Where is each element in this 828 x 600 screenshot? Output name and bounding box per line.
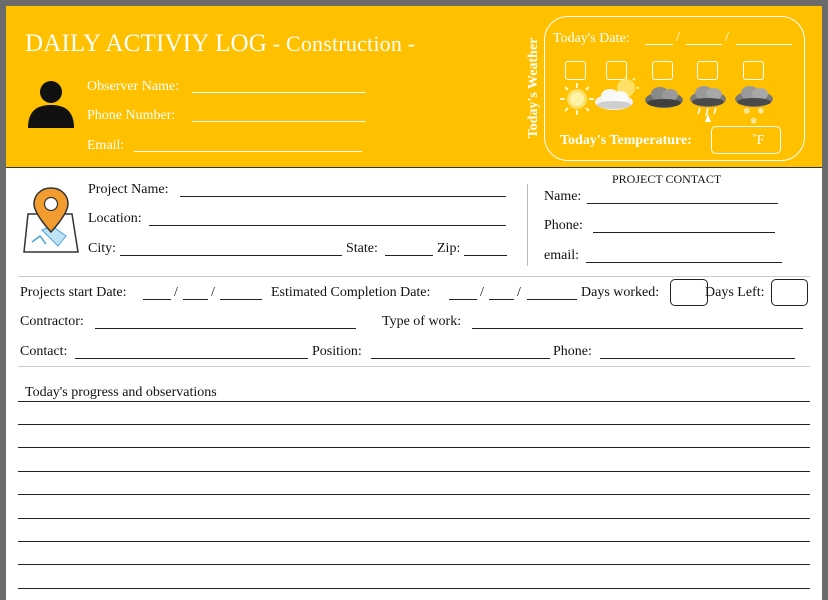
progress-line[interactable] — [18, 471, 810, 472]
weather-checkbox-snow[interactable] — [743, 61, 764, 80]
phone-field[interactable] — [600, 358, 795, 359]
svg-text:❄: ❄ — [743, 107, 751, 117]
phone-number-label: Phone Number: — [87, 108, 176, 123]
observer-name-label: Observer Name: — [87, 79, 180, 94]
date-month-field[interactable] — [645, 44, 673, 45]
phone-label: Phone: — [553, 344, 592, 359]
cloud-icon — [644, 84, 684, 110]
days-left-label: Days Left: — [705, 285, 765, 300]
title-sub: - Construction - — [267, 31, 416, 56]
zip-label: Zip: — [437, 241, 461, 256]
start-slash-1: / — [174, 285, 178, 300]
start-date-label: Projects start Date: — [20, 285, 127, 300]
section-divider-vertical — [527, 184, 528, 266]
date-slash-1: / — [676, 30, 680, 45]
start-day-field[interactable] — [183, 299, 208, 300]
snow-icon — [733, 84, 775, 126]
progress-line[interactable] — [18, 447, 810, 448]
position-label: Position: — [312, 344, 362, 359]
project-contact-heading: PROJECT CONTACT — [612, 172, 722, 186]
person-icon — [26, 80, 76, 128]
progress-line[interactable] — [18, 541, 810, 542]
project-name-label: Project Name: — [88, 182, 169, 197]
todays-date-label: Today's Date: — [553, 31, 630, 46]
contact-name-field[interactable] — [587, 203, 778, 204]
days-worked-field[interactable] — [670, 279, 708, 306]
partly-cloudy-icon — [594, 76, 640, 112]
email-field[interactable] — [134, 151, 362, 152]
project-name-field[interactable] — [180, 196, 506, 197]
temperature-field[interactable] — [711, 126, 781, 154]
type-of-work-field[interactable] — [472, 328, 803, 329]
days-left-field[interactable] — [771, 279, 808, 306]
title-main: DAILY ACTIVIY LOG — [25, 30, 268, 57]
rain-icon — [688, 84, 728, 124]
map-pin-icon — [22, 186, 80, 256]
location-label: Location: — [88, 211, 142, 226]
progress-line[interactable] — [18, 564, 810, 565]
contact-phone-field[interactable] — [593, 232, 775, 233]
observer-name-field[interactable] — [192, 92, 366, 93]
phone-number-field[interactable] — [192, 121, 366, 122]
date-slash-2: / — [725, 30, 729, 45]
start-month-field[interactable] — [143, 299, 171, 300]
svg-text:❄: ❄ — [757, 107, 765, 117]
zip-field[interactable] — [464, 255, 507, 256]
contractor-field[interactable] — [95, 328, 356, 329]
contact-name-label: Name: — [544, 189, 582, 204]
svg-text:❄: ❄ — [750, 117, 758, 126]
header-banner — [6, 6, 822, 168]
completion-month-field[interactable] — [449, 299, 477, 300]
date-day-field[interactable] — [686, 44, 722, 45]
log-page — [6, 6, 822, 600]
progress-line[interactable] — [18, 494, 810, 495]
state-label: State: — [346, 241, 378, 256]
state-field[interactable] — [385, 255, 433, 256]
completion-day-field[interactable] — [489, 299, 514, 300]
progress-line[interactable] — [18, 424, 810, 425]
start-slash-2: / — [211, 285, 215, 300]
completion-date-label: Estimated Completion Date: — [271, 285, 431, 300]
todays-temperature-label: Today's Temperature: — [560, 133, 692, 148]
contact-field[interactable] — [75, 358, 308, 359]
page-title — [25, 30, 415, 58]
city-field[interactable] — [120, 255, 342, 256]
date-year-field[interactable] — [736, 44, 792, 45]
weather-checkbox-sunny[interactable] — [565, 61, 586, 80]
weather-vertical-label: Today's Weather — [526, 37, 541, 139]
completion-year-field[interactable] — [527, 299, 577, 300]
completion-slash-1: / — [480, 285, 484, 300]
start-year-field[interactable] — [220, 299, 262, 300]
contact-phone-label: Phone: — [544, 218, 583, 233]
email-label: Email: — [87, 138, 125, 153]
contractor-label: Contractor: — [20, 314, 84, 329]
city-label: City: — [88, 241, 117, 256]
position-field[interactable] — [371, 358, 550, 359]
section-divider-2 — [18, 366, 810, 367]
progress-line[interactable] — [18, 518, 810, 519]
contact-email-label: email: — [544, 248, 579, 263]
contact-label: Contact: — [20, 344, 68, 359]
weather-checkbox-rain[interactable] — [697, 61, 718, 80]
section-divider-1 — [18, 276, 810, 277]
progress-line[interactable] — [18, 588, 810, 589]
location-field[interactable] — [149, 225, 506, 226]
progress-line[interactable] — [18, 401, 810, 402]
sun-icon — [559, 82, 595, 116]
contact-email-field[interactable] — [586, 262, 782, 263]
temperature-unit: ˚F — [752, 133, 765, 148]
type-of-work-label: Type of work: — [382, 314, 462, 329]
progress-heading: Today's progress and observations — [25, 385, 217, 400]
weather-checkbox-cloudy[interactable] — [652, 61, 673, 80]
completion-slash-2: / — [517, 285, 521, 300]
days-worked-label: Days worked: — [581, 285, 660, 300]
